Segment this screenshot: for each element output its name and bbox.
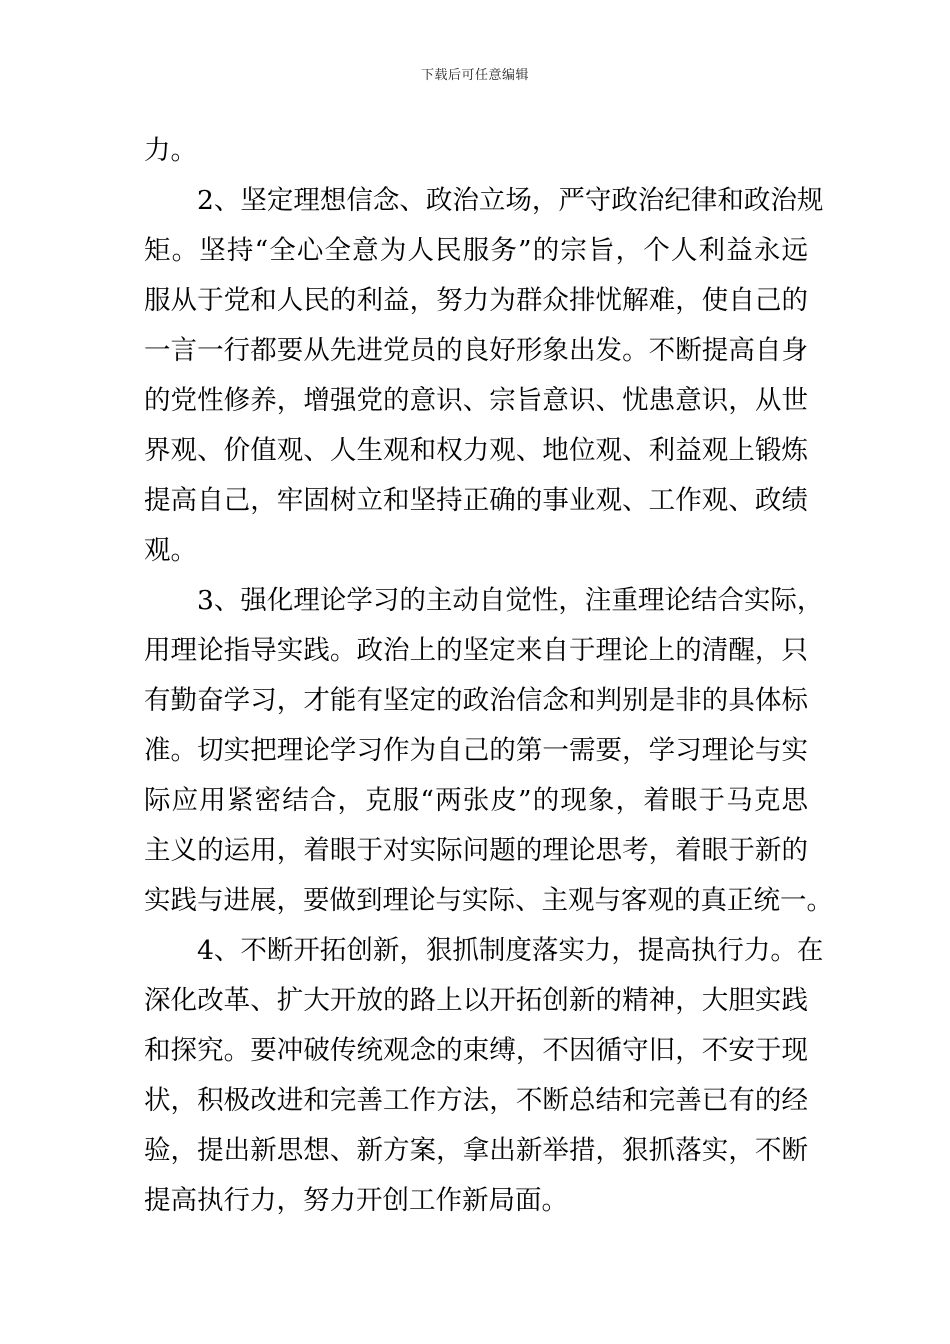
paragraph-4-line-2: 深化改革、扩大开放的路上以开拓创新的精神，大胆实践 [144, 985, 808, 1016]
paragraph-3-line-3: 有勤奋学习，才能有坚定的政治信念和判别是非的具体标 [144, 685, 808, 716]
header-note: 下载后可任意编辑 [420, 68, 529, 83]
paragraph-3-line-1: 3、强化理论学习的主动自觉性，注重理论结合实际， [197, 585, 824, 616]
paragraph-2-line-1: 2、坚定理想信念、政治立场，严守政治纪律和政治规 [197, 185, 824, 216]
paragraph-4-line-3: 和探究。要冲破传统观念的束缚，不因循守旧，不安于现 [144, 1035, 808, 1066]
paragraph-4-line-1: 4、不断开拓创新，狠抓制度落实力，提高执行力。在 [197, 935, 824, 966]
body-text [144, 126, 833, 1226]
paragraph-4-line-5: 验，提出新思想、新方案，拿出新举措，狠抓落实，不断 [144, 1135, 808, 1166]
paragraph-2-line-4: 一言一行都要从先进党员的良好形象出发。不断提高自身 [144, 335, 808, 366]
paragraph-3-line-2: 用理论指导实践。政治上的坚定来自于理论上的清醒，只 [144, 635, 808, 666]
paragraph-4-line-6: 提高执行力，努力开创工作新局面。 [144, 1185, 568, 1216]
paragraph-3-line-5: 际应用紧密结合，克服“两张皮”的现象，着眼于马克思 [144, 785, 808, 816]
paragraph-2-line-8: 观。 [144, 535, 197, 566]
paragraph-2-line-2: 矩。坚持“全心全意为人民服务”的宗旨，个人利益永远 [144, 235, 808, 266]
paragraph-4-line-4: 状，积极改进和完善工作方法，不断总结和完善已有的经 [144, 1085, 808, 1116]
paragraph-1-line-1: 力。 [144, 135, 197, 166]
paragraph-2-line-6: 界观、价值观、人生观和权力观、地位观、利益观上锻炼 [144, 435, 808, 466]
paragraph-2-line-7: 提高自己，牢固树立和坚持正确的事业观、工作观、政绩 [144, 485, 808, 516]
paragraph-3-line-7: 实践与进展，要做到理论与实际、主观与客观的真正统一。 [144, 885, 833, 916]
paragraph-3-line-6: 主义的运用，着眼于对实际问题的理论思考，着眼于新的 [144, 835, 808, 866]
paragraph-3-line-4: 准。切实把理论学习作为自己的第一需要，学习理论与实 [144, 735, 808, 766]
paragraph-2-line-3: 服从于党和人民的利益，努力为群众排忧解难，使自己的 [144, 285, 808, 316]
paragraph-2-line-5: 的党性修养，增强党的意识、宗旨意识、忧患意识，从世 [144, 385, 808, 416]
